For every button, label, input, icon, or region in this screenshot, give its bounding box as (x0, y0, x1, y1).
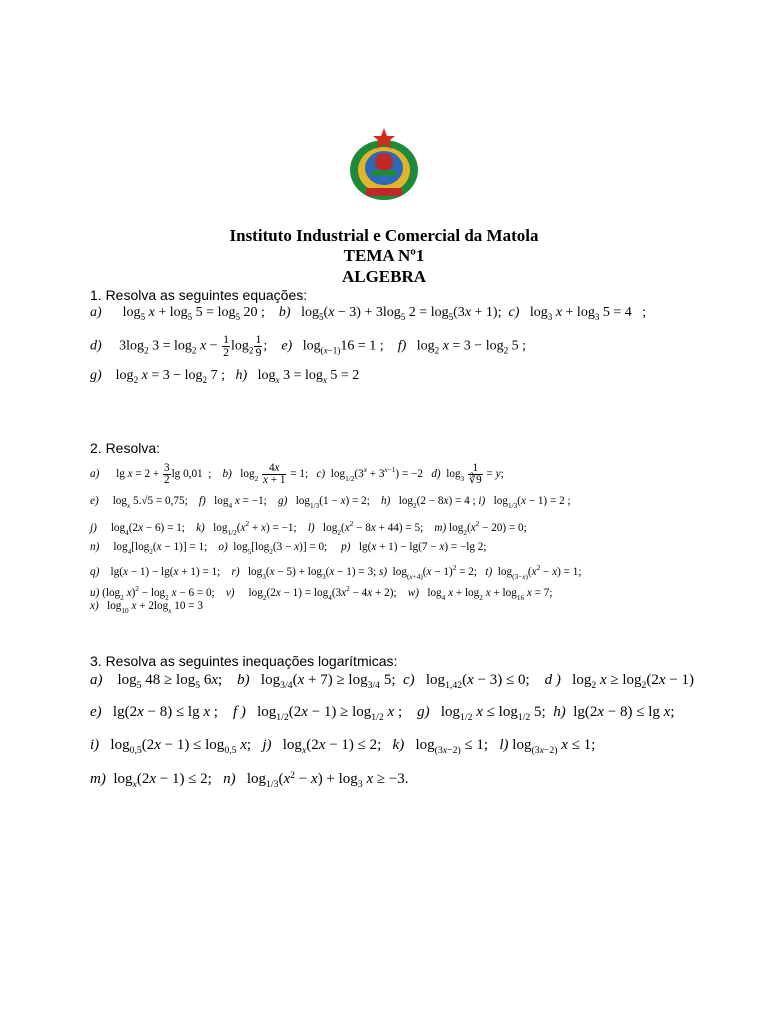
s1-row-1: a) $\log_5 x + \log_5 5 = \log_5 20$ ; b) $\log_5(x - 3) + 3\log_5$ $2 = \log_5(3x + 1)$; c) $\log_3 x + \log_3 5 = 4$ ; (90, 305, 647, 322)
s2-row-3: j) $\log_4(2x - 6) = 1$; k) $\log_{1/2}(x^2 + x) = -1$; l) $\log_2(x^2 - 8x + 44) = 5$; m) $\log_2(x^2 - 20) = 0$; (90, 520, 527, 537)
s3-row-4: m) $\log_x(2x - 1) \le 2$; n) $\log_{1/3}(x^2 - x) + \log_3 x \ge -3$. (90, 770, 409, 790)
s2-row-2: e) $\log_x 5.√5 = 0,75$; f) $\log_4 x = -1$; g) $\log_{1/3}(1 - x) = 2$; h) $\log_2(2 - 8x) = 4$ ; i) $\log_{1/3}(x - 1) = 2$ ; (90, 495, 571, 510)
s3-row-3: i) $\log_{0,5}(2x - 1) \le \log_{0,5} x$; j) $\log_x(2x - 1) \le 2$; k) $\log_{(3x-2)} \le 1$; l) $\log_{(3x-2)} x \le 1$; (90, 737, 596, 756)
s2-row-5: q) lg(x − 1) − lg(x + 1) = 1; r) $\log_3(x - 5) + \log_3(x - 1) = 3$; s) $\log_{(x+4)}(x - 1)^2 = 2$; t) $\log_{(3-x)}(x^2 - x) = 1$; (90, 564, 582, 581)
s1-row-2: d) $3\log_2$ $3 = \log_2 x$ − $\frac{1}{2}$ $\log_2$ $\frac{1}{9}$ ; e) $\log_{(x-1)}16 = 1$ ; f) $\log_2 x = 3 - \log_2 5$ ; (90, 332, 527, 359)
emblem-sun (375, 153, 393, 171)
section-3-heading: 3. Resolva as seguintes inequações logarítmicas: (90, 653, 398, 669)
emblem-banner (366, 188, 402, 196)
institute-title: Instituto Industrial e Comercial da Matola (229, 226, 539, 245)
s3-row-2: e) lg(2x − 8) ≤ lg x ; f ) $\log_{1/2}(2x - 1) \ge \log_{1/2} x$ ; g) $\log_{1/2} x \le \log_{1/2} 5$; h) lg(2x − 8) ≤ lg x; (90, 704, 675, 723)
s2-row-7: x) $\log_{10} x + 2\log_x$ 10 = 3 (90, 600, 203, 615)
subject-title: ALGEBRA (341, 267, 427, 286)
s2-row-6: u) ($\log_2$ $x)^2 - \log_2 x - 6 = 0$; v) $\log_2(2x - 1) = \log_4(3x^2 - 4x + 2)$; w) $\log_4 x + \log_2 x + \log_{16} x = 7$; (90, 585, 553, 602)
section-1-heading: 1. Resolva as seguintes equações: (90, 287, 308, 303)
tema-title: TEMA Nº1 (343, 246, 425, 265)
s2-row-4: n) $\log_4[\log_2(x - 1)] = 1$; o) $\log_5[\log_2(3 - x)] = 0$; p) lg(x + 1) − lg(7 − x) = −lg 2; (90, 541, 487, 556)
s1-row-3: g) $\log_2 x = 3 - \log_2 7$ ; h) $\log_x 3 = \log_x 5 = 2$ (90, 368, 360, 385)
s2-row-1: a) lg x = 2 + $\frac{3}{2}$ lg 0,01 ; b) $\log_2$ $\frac{4x}{x + 1}$ = 1; c) $\log_{1/2}(3^x + 3^{x-1}) = -2$ d) $\log_3$ $\frac{1}{∛9}$ = y; (90, 461, 504, 486)
section-2-heading: 2. Resolva: (90, 440, 161, 456)
emblem-land (372, 170, 396, 176)
mozambique-emblem (342, 126, 426, 206)
s3-row-1: a) $\log_5 48 \ge \log_5 6x$; b) $\log_{3/4}(x + 7) \ge \log_{3/4} 5$; c) $\log_{1,42}(x - 3) \le 0$; d ) $\log_2 x \ge \log_2(2x - 1)$ (90, 672, 695, 691)
